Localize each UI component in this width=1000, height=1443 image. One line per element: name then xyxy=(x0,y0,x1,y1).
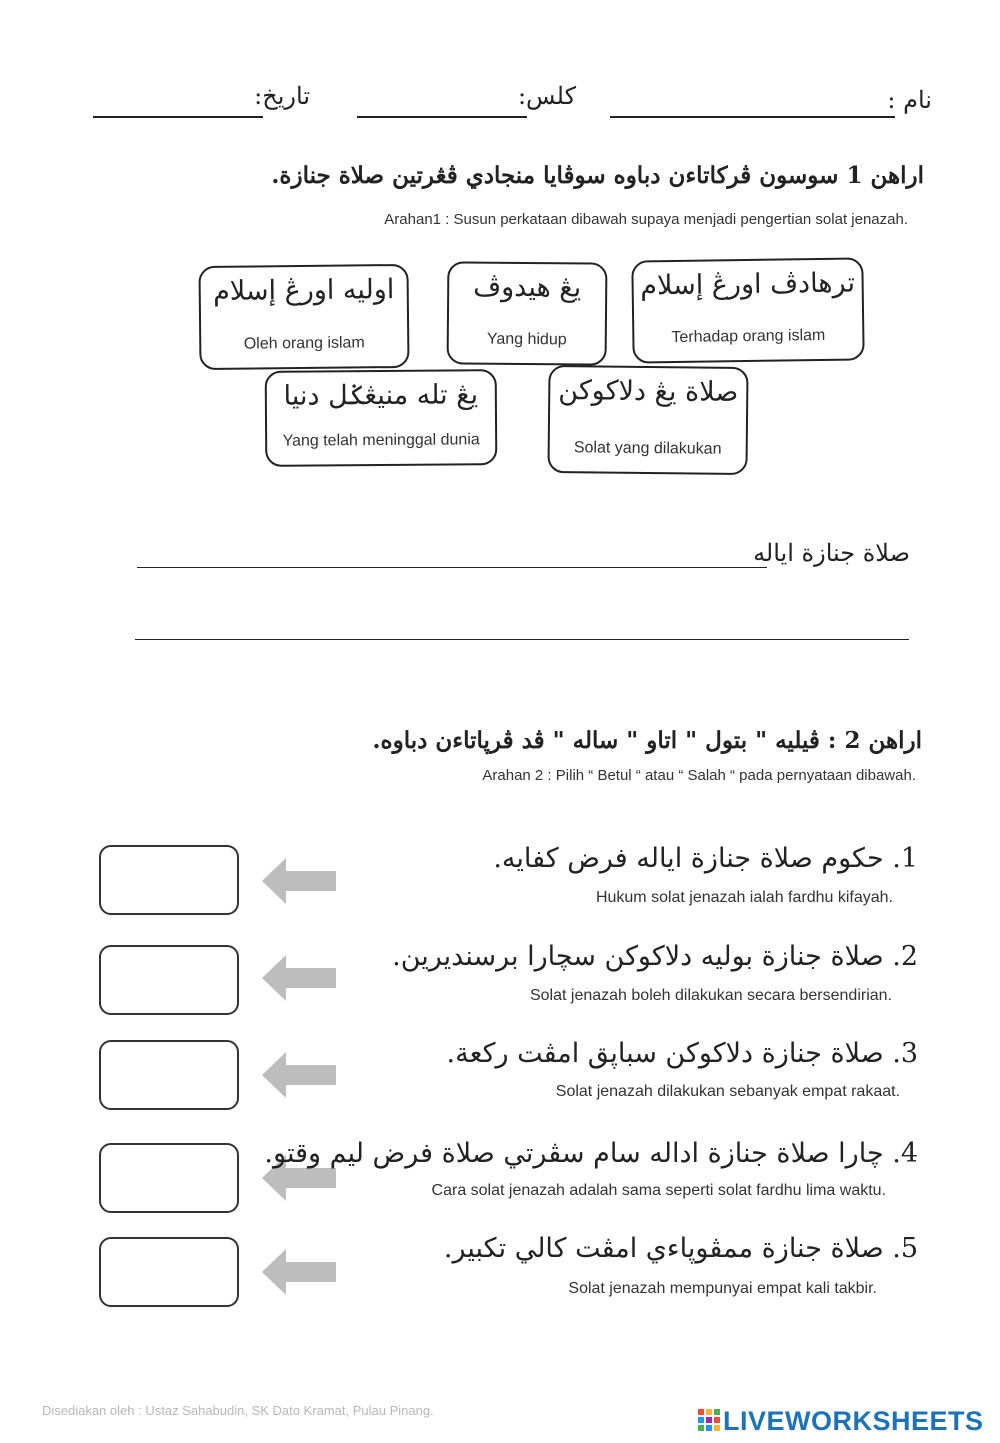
date-line[interactable] xyxy=(93,116,263,118)
class-label: كلس: xyxy=(517,82,576,110)
card-rumi: Terhadap orang islam xyxy=(671,326,826,347)
word-card-yang-telah-meninggal-dunia[interactable] xyxy=(265,369,498,467)
section1-title-rumi: Arahan1 : Susun perkataan dibawah supaya menjadi pengertian solat jenazah. xyxy=(384,211,908,228)
word-card-yang-hidup[interactable] xyxy=(447,261,608,365)
card-jawi: يڠ هيدوڤ xyxy=(473,271,582,304)
section1-title-jawi: اراهن 1 سوسون ڤركاتاءن دباوه سوڤايا منجادي ڤڠرتين صلاة جنازة. xyxy=(271,162,924,189)
statement-5-rumi: Solat jenazah mempunyai empat kali takbir. xyxy=(568,1280,877,1297)
word-card-terhadap-orang-islam[interactable] xyxy=(631,257,864,363)
card-jawi: ترهادڤ اورڠ إسلام xyxy=(640,267,856,302)
class-line[interactable] xyxy=(357,116,527,118)
arrow-left-icon xyxy=(262,953,336,1003)
answer-box-2[interactable] xyxy=(99,945,239,1015)
card-rumi: Yang hidup xyxy=(486,330,567,349)
arrow-left-icon xyxy=(262,1247,336,1297)
card-jawi: يڠ تله منيڠݢل دنيا xyxy=(283,379,479,412)
card-rumi: Yang telah meninggal dunia xyxy=(282,431,480,450)
statement-1-rumi: Hukum solat jenazah ialah fardhu kifayah. xyxy=(595,889,893,906)
statement-1-jawi: 1. حکوم صلاة جنازة اياله فرض كفايه. xyxy=(493,843,918,874)
statement-4-rumi: Cara solat jenazah adalah sama seperti solat fardhu lima waktu. xyxy=(431,1182,886,1199)
statement-3-jawi: 3. صلاة جنازة دلاکوکن سباڽق امڤت رکعة. xyxy=(446,1038,918,1069)
footer-credit: Disediakan oleh : Ustaz Sahabudin, SK Dato Kramat, Pulau Pinang. xyxy=(42,1403,434,1418)
word-card-oleh-orang-islam[interactable] xyxy=(198,264,409,370)
liveworksheets-logo[interactable] xyxy=(698,1405,984,1437)
name-label: نام : xyxy=(887,86,932,114)
card-rumi: Solat yang dilakukan xyxy=(573,439,722,458)
statement-3-rumi: Solat jenazah dilakukan sebanyak empat rakaat. xyxy=(555,1083,900,1100)
logo-grid-icon xyxy=(698,1409,720,1433)
date-label: تاريخ: xyxy=(254,82,310,110)
answer-box-4[interactable] xyxy=(99,1143,239,1213)
card-rumi: Oleh orang islam xyxy=(243,334,365,353)
section2-title-rumi: Arahan 2 : Pilih “ Betul “ atau “ Salah “ pada pernyataan dibawah. xyxy=(482,767,916,784)
answer-box-1[interactable] xyxy=(99,845,239,915)
card-jawi: اوليه اورڠ إسلام xyxy=(212,274,395,307)
arrow-left-icon xyxy=(262,856,336,906)
card-jawi: صلاة يڠ دلاكوكن xyxy=(558,375,739,408)
answer-line-1[interactable] xyxy=(137,567,767,568)
answer-box-3[interactable] xyxy=(99,1040,239,1110)
statement-5-jawi: 5. صلاة جنازة ممڤوڽاءي امڤت كالي تكبير. xyxy=(443,1233,918,1264)
name-line[interactable] xyxy=(610,116,895,118)
statement-2-jawi: 2. صلاة جنازة بوليه دلاکوکن سچارا برسنديرين. xyxy=(392,941,918,972)
section2-title-jawi: اراهن 2 : ڤيليه " بتول " اتاو " ساله " ڤد ڤرڽاتاءن دباوه. xyxy=(372,727,922,754)
answer-box-5[interactable] xyxy=(99,1237,239,1307)
answer-line-2[interactable] xyxy=(135,639,909,640)
answer-prefix: صلاة جنازة اياله xyxy=(753,539,910,567)
statement-2-rumi: Solat jenazah boleh dilakukan secara bersendirian. xyxy=(529,987,892,1004)
arrow-left-icon xyxy=(262,1050,336,1100)
logo-text: LIVEWORKSHEETS xyxy=(723,1405,984,1436)
word-card-solat-yang-dilakukan[interactable] xyxy=(547,365,748,475)
statement-4-jawi: 4. چارا صلاة جنازة اداله سام سڤرتي صلاة فرض ليم وقتو. xyxy=(264,1138,918,1169)
